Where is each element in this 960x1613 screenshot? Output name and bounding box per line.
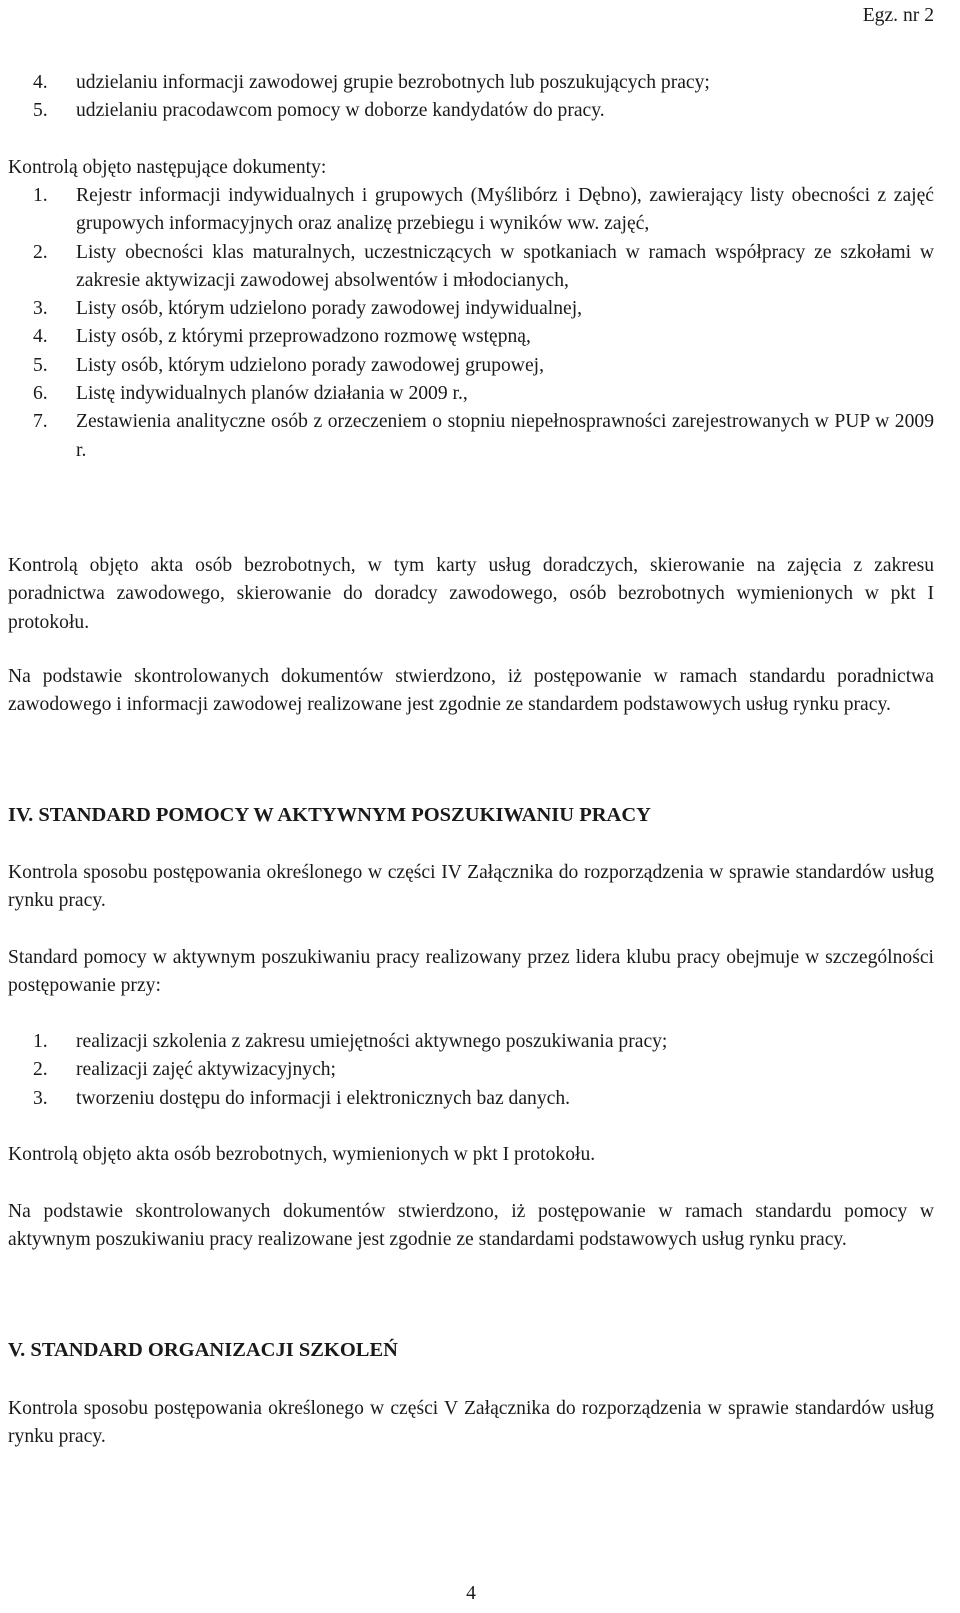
paragraph-control: Kontrola sposobu postępowania określonego w części IV Załącznika do rozporządzenia w sprawie standardów usług rynku pracy. bbox=[8, 862, 934, 912]
paragraph-standard: Standard pomocy w aktywnym poszukiwaniu pracy realizowany przez lidera klubu pracy obejmuje w szczególności postępowanie przy: bbox=[8, 947, 934, 997]
list-item bbox=[8, 1085, 934, 1113]
section4-list bbox=[8, 1028, 934, 1113]
list-number: 1. bbox=[33, 185, 48, 206]
list-item bbox=[8, 352, 934, 380]
list-number: 2. bbox=[33, 241, 48, 263]
list-item bbox=[8, 69, 934, 97]
list-number: 4. bbox=[33, 326, 48, 348]
document-page bbox=[8, 0, 934, 1613]
paragraph-files: Kontrolą objęto akta osób bezrobotnych, w tym karty usług doradczych, skierowanie na zajęcia z zakresu poradnictwa zawodowego, skierowanie do doradcy zawodowego, osób bezrobotnych wymienionych w pkt I protokołu. bbox=[8, 555, 934, 633]
list-item bbox=[8, 1028, 934, 1056]
intro-list bbox=[8, 69, 934, 126]
list-item bbox=[8, 1056, 934, 1084]
list-item bbox=[8, 380, 934, 408]
paragraph-control: Kontrola sposobu postępowania określonego w części V Załącznika do rozporządzenia w sprawie standardów usług rynku pracy. bbox=[8, 1398, 934, 1448]
list-number: 7. bbox=[33, 411, 48, 433]
list-number: 5. bbox=[33, 100, 48, 122]
list-item bbox=[8, 239, 934, 296]
section-heading-iv: IV. STANDARD POMOCY W AKTYWNYM POSZUKIWANIU PRACY bbox=[8, 804, 651, 826]
paragraph-conclusion: Na podstawie skontrolowanych dokumentów stwierdzono, iż postępowanie w ramach standardu poradnictwa zawodowego i informacji zawodowej realizowane jest zgodnie ze standardem podstawowych usług rynku pracy. bbox=[8, 666, 934, 716]
list-item bbox=[8, 295, 934, 323]
list-number: 6. bbox=[33, 383, 48, 405]
list-text: Listy osób, którym udzielono porady zawodowej grupowej, bbox=[76, 354, 544, 376]
list-text: Listy osób, z którymi przeprowadzono rozmowę wstępną, bbox=[76, 326, 531, 348]
list-text: realizacji zajęć aktywizacyjnych; bbox=[76, 1059, 336, 1081]
list-number: 3. bbox=[33, 1087, 48, 1109]
list-text: Listę indywidualnych planów działania w 2009 r., bbox=[76, 383, 468, 405]
list-text: realizacji szkolenia z zakresu umiejętności aktywnego poszukiwania pracy; bbox=[76, 1031, 668, 1052]
list-text: Listy osób, którym udzielono porady zawodowej indywidualnej, bbox=[76, 298, 583, 320]
list-text: udzielaniu informacji zawodowej grupie bezrobotnych lub poszukujących pracy; bbox=[76, 72, 710, 93]
section-heading-v: V. STANDARD ORGANIZACJI SZKOLEŃ bbox=[8, 1339, 398, 1361]
list-item bbox=[8, 408, 934, 465]
list-item bbox=[8, 323, 934, 351]
documents-list bbox=[8, 182, 934, 465]
list-text: udzielaniu pracodawcom pomocy w doborze kandydatów do pracy. bbox=[76, 100, 605, 122]
paragraph-files: Kontrolą objęto akta osób bezrobotnych, wymienionych w pkt I protokołu. bbox=[8, 1144, 596, 1165]
list-item bbox=[8, 182, 934, 239]
page-number: 4 bbox=[466, 1583, 476, 1604]
list-text: Listy obecności klas maturalnych, uczestniczących w spotkaniach w ramach współpracy ze szkołami w zakresie aktywizacji zawodowej absolwentów i młodocianych, bbox=[76, 241, 934, 291]
list-text: Rejestr informacji indywidualnych i grupowych (Myślibórz i Dębno), zawierający listy obecności z zajęć grupowych informacyjnych oraz analizę przebiegu i wyników ww. zajęć, bbox=[76, 185, 934, 235]
list-number: 2. bbox=[33, 1059, 48, 1081]
list-number: 4. bbox=[33, 72, 48, 93]
list-number: 1. bbox=[33, 1031, 48, 1052]
documents-intro: Kontrolą objęto następujące dokumenty: bbox=[8, 157, 327, 178]
list-number: 5. bbox=[33, 354, 48, 376]
list-number: 3. bbox=[33, 298, 48, 320]
paragraph-conclusion: Na podstawie skontrolowanych dokumentów stwierdzono, iż postępowanie w ramach standardu pomocy w aktywnym poszukiwaniu pracy realizowane jest zgodnie ze standardami podstawowych usług rynku pracy. bbox=[8, 1201, 934, 1251]
list-text: tworzeniu dostępu do informacji i elektronicznych baz danych. bbox=[76, 1087, 571, 1109]
list-item bbox=[8, 97, 934, 125]
list-text: Zestawienia analityczne osób z orzeczeniem o stopniu niepełnosprawności zarejestrowanych w PUP w 2009 r. bbox=[76, 411, 934, 461]
copy-number: Egz. nr 2 bbox=[862, 5, 934, 26]
